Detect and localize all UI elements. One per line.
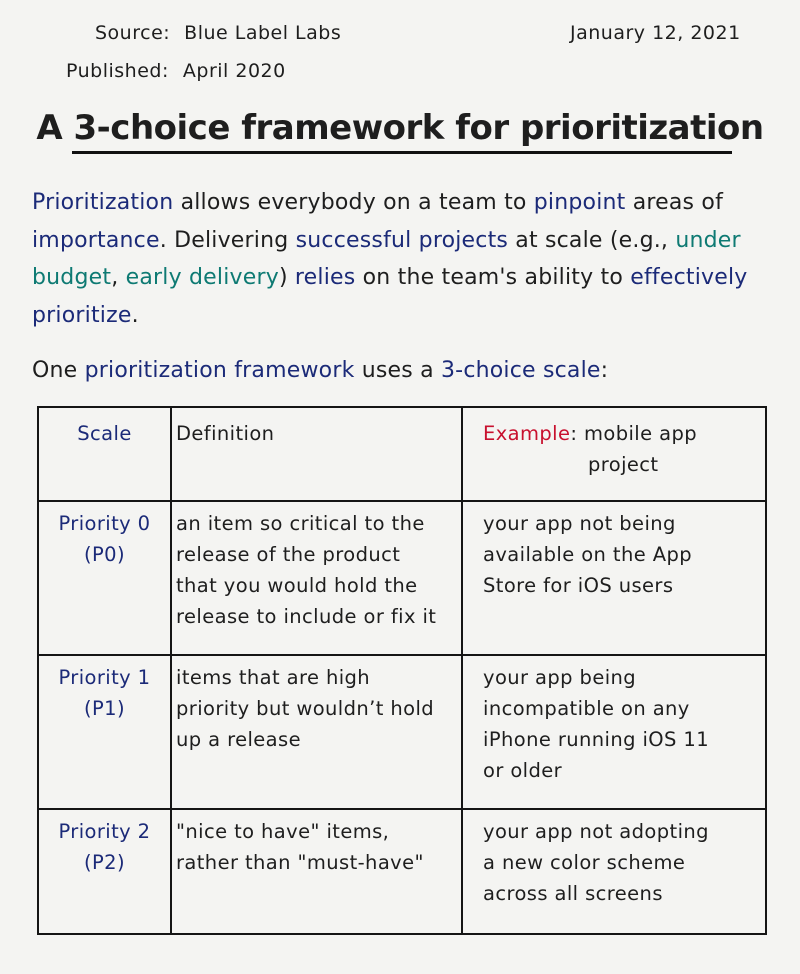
priority-code: (P2) [84,851,125,874]
source-line [95,22,341,44]
keyword-prioritization-framework: prioritization framework [84,358,355,383]
header-scale-text: Scale [77,422,132,445]
keyword-relies: relies [294,265,356,290]
page-title: A 3-choice framework for prioritization [36,108,764,148]
intro-text: One [32,358,85,383]
keyword-importance: importance [32,227,160,253]
header-scale [38,407,171,501]
definition-cell [171,809,462,934]
scale-cell [38,809,171,934]
intro-text: allows everybody on a team to [173,190,534,215]
definition-cell [171,501,462,655]
intro-text: on the team's ability to [355,265,631,290]
header-definition-text: Definition [176,422,275,445]
example-label: Example [483,422,571,445]
prioritization-table [37,406,767,935]
keyword-pinpoint: pinpoint [533,190,626,215]
title-underline [72,151,732,154]
priority-code: (P1) [84,697,125,720]
keyword-successful-projects: successful projects [295,227,509,253]
intro-text: uses a [354,358,441,383]
scale-cell [38,501,171,655]
definition-cell [171,655,462,809]
intro-text: . Delivering [159,227,296,253]
date: January 12, 2021 [570,22,741,44]
intro-text: areas of [625,190,724,215]
table-row [38,501,766,655]
header-example-line1 [483,418,765,449]
priority-name: Priority 2 [58,820,151,843]
priority-name: Priority 0 [58,512,151,535]
example-text: your app not adopting a new color scheme across all screens [483,820,709,905]
published-label: Published: [66,60,169,82]
keyword-effectively-prioritize: effectively prioritize [32,265,748,328]
definition-text: an item so critical to the release of the product that you would hold the release to include or fix it [176,512,437,628]
example-cell [462,655,766,809]
table-row [38,655,766,809]
keyword-early-delivery: early delivery [125,265,279,290]
example-cell [462,809,766,934]
intro-paragraph [32,184,782,334]
scale-cell [38,655,171,809]
keyword-prioritization: Prioritization [32,190,174,215]
header-example [462,407,766,501]
example-text: your app being incompatible on any iPhone running iOS 11 or older [483,666,710,782]
definition-text: items that are high priority but wouldn’t hold up a release [176,666,435,751]
priority-name: Priority 1 [58,666,151,689]
framework-sentence [32,352,782,389]
example-rest: : mobile app [570,422,698,445]
example-text: your app not being available on the App Store for iOS users [483,512,692,597]
table-header-row [38,407,766,501]
published-value: April 2020 [182,60,286,82]
published-line [66,60,286,82]
definition-text: "nice to have" items, rather than "must-have" [176,820,424,874]
intro-text: ) [278,265,295,290]
example-cell [462,501,766,655]
intro-text: , [111,265,126,290]
header-example-line2: project [588,453,659,476]
source-label: Source: [95,22,171,44]
intro-text: . [131,302,139,328]
table-row [38,809,766,934]
intro-text: : [600,358,609,383]
source-value: Blue Label Labs [184,22,342,44]
intro-text: at scale (e.g., [508,227,676,253]
priority-code: (P0) [84,543,125,566]
keyword-3-choice-scale: 3-choice scale [440,358,601,383]
header-definition [171,407,462,501]
keyword-under-budget: under budget [32,227,741,290]
